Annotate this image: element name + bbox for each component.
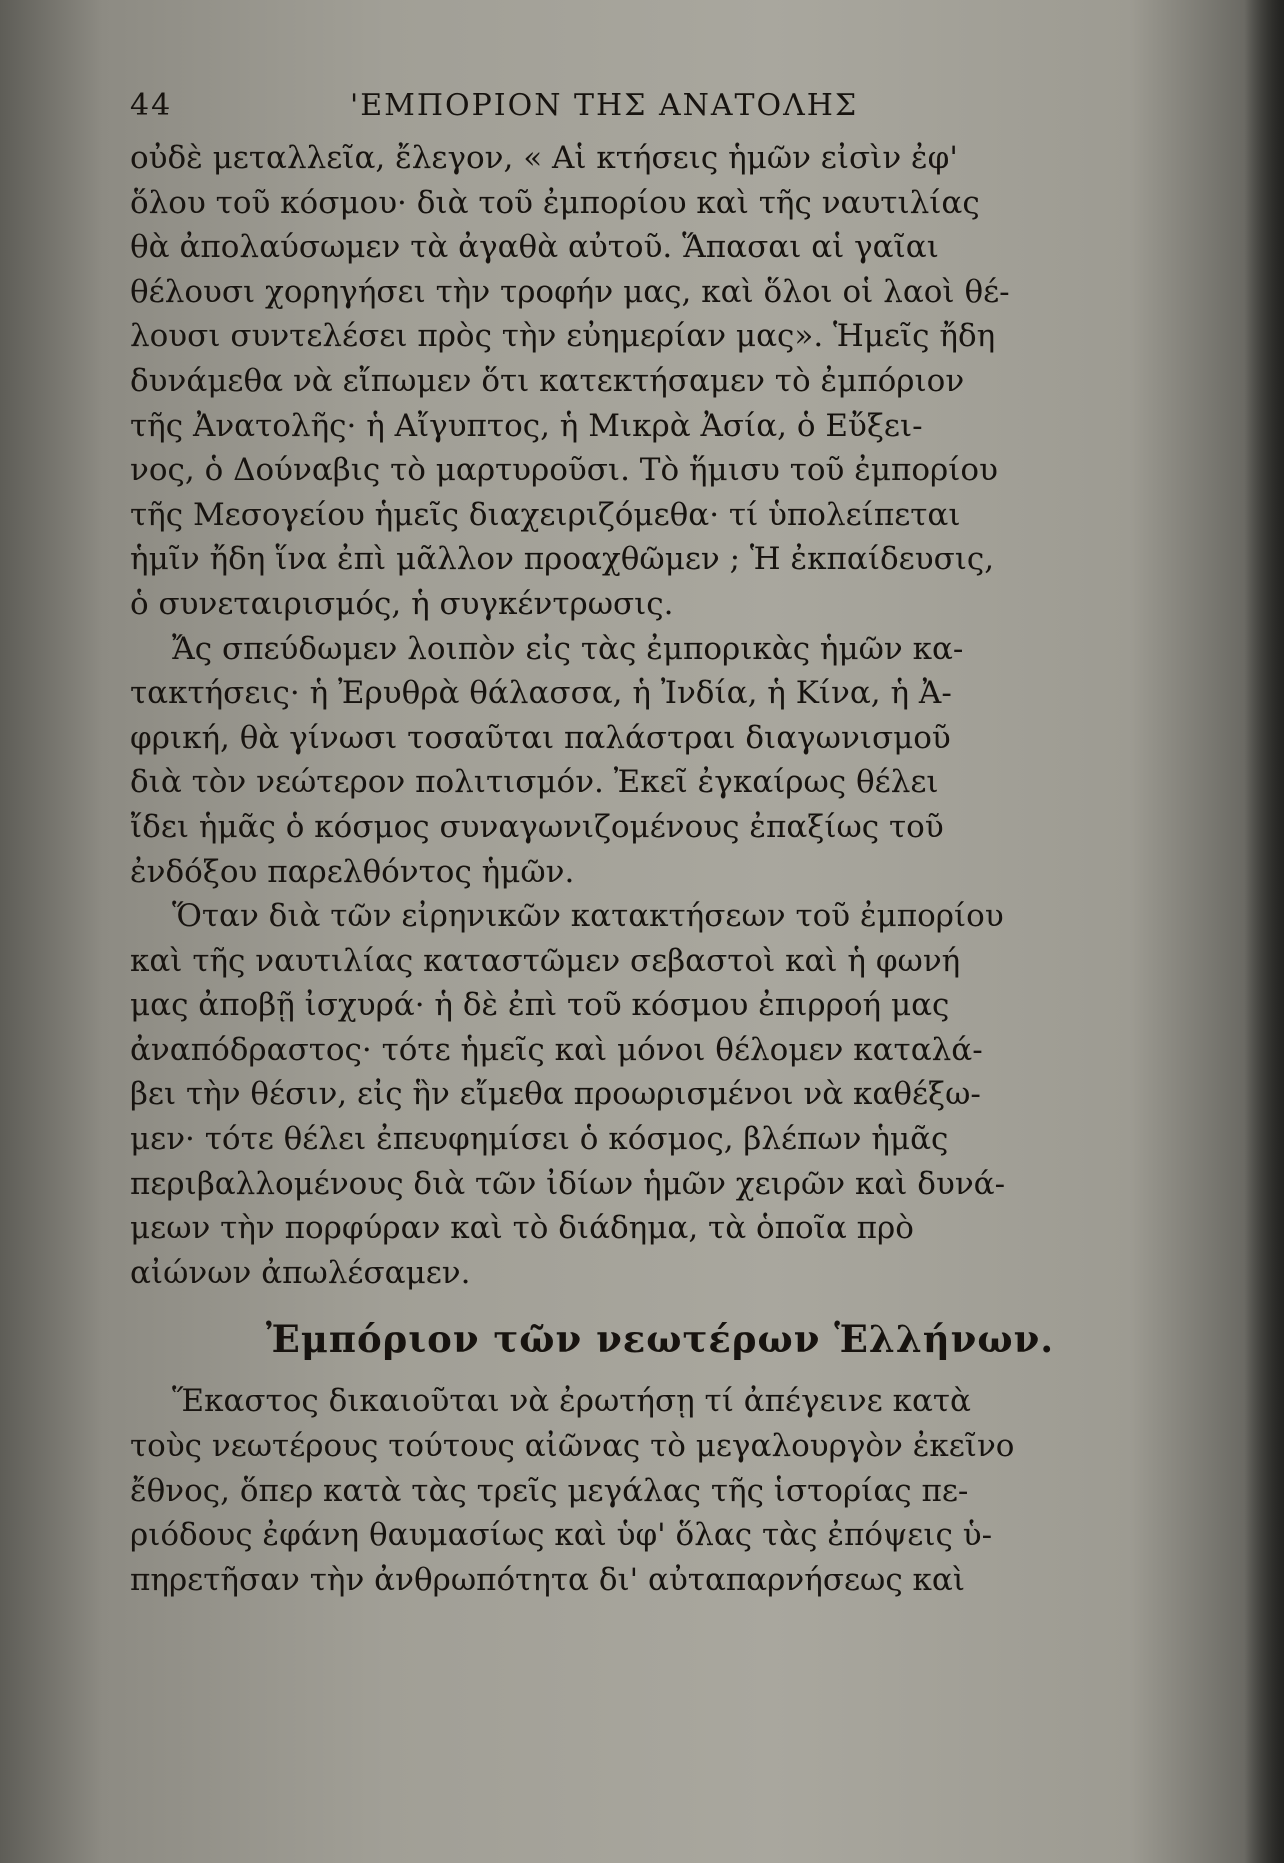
text-line: ἐνδόξου παρελθόντος ἡμῶν.	[130, 853, 575, 890]
running-head	[130, 88, 1190, 128]
paragraph-3	[130, 894, 1190, 1295]
text-line: νος, ὁ Δούναβις τὸ μαρτυροῦσι. Τὸ ἥμισυ τοῦ ἐμπορίου	[130, 452, 998, 489]
text-line: ἡμῖν ἤδη ἵνα ἐπὶ μᾶλλον προαχθῶμεν ; Ἡ ἐκπαίδευσις,	[130, 541, 995, 578]
text-line: ὁ συνεταιρισμός, ἡ συγκέντρωσις.	[130, 585, 674, 622]
paragraph-1	[130, 136, 1190, 627]
text-line: ἀναπόδραστος· τότε ἡμεῖς καὶ μόνοι θέλομεν καταλά-	[130, 1031, 983, 1068]
text-block	[130, 88, 1190, 1602]
text-line: Ἕκαστος δικαιοῦται νὰ ἐρωτήσῃ τί ἀπέγεινε κατὰ	[172, 1383, 971, 1420]
text-line: διὰ τὸν νεώτερον πολιτισμόν. Ἐκεῖ ἐγκαίρως θέλει	[130, 764, 939, 801]
page-edge-shadow	[1244, 0, 1284, 1863]
text-line: τακτήσεις· ἡ Ἐρυθρὰ θάλασσα, ἡ Ἰνδία, ἡ Κίνα, ἡ Ἀ-	[130, 675, 952, 712]
text-line: λουσι συντελέσει πρὸς τὴν εὐημερίαν μας». Ἡμεῖς ἤδη	[130, 318, 996, 355]
text-line: τῆς Ἀνατολῆς· ἡ Αἴγυπτος, ἡ Μικρὰ Ἀσία, ὁ Εὔξει-	[130, 407, 923, 444]
text-line: ἴδει ἡμᾶς ὁ κόσμος συναγωνιζομένους ἐπαξίως τοῦ	[130, 808, 944, 845]
text-line: καὶ τῆς ναυτιλίας καταστῶμεν σεβαστοὶ καὶ ἡ φωνή	[130, 942, 961, 979]
text-line: δυνάμεθα νὰ εἴπωμεν ὅτι κατεκτήσαμεν τὸ ἐμπόριον	[130, 362, 965, 399]
section-heading: Ἐμπόριον τῶν νεωτέρων Ἑλλήνων.	[265, 1317, 1055, 1362]
text-line: ἔθνος, ὅπερ κατὰ τὰς τρεῖς μεγάλας τῆς ἱστορίας πε-	[130, 1472, 969, 1509]
text-line: ριόδους ἐφάνη θαυμασίως καὶ ὑφ' ὅλας τὰς ἐπόψεις ὑ-	[130, 1517, 993, 1554]
text-line: οὐδὲ μεταλλεῖα, ἔλεγον, « Αἱ κτήσεις ἡμῶν εἰσὶν ἐφ'	[130, 140, 958, 176]
text-line: θέλουσι χορηγήσει τὴν τροφήν μας, καὶ ὅλοι οἱ λαοὶ θέ-	[130, 273, 1010, 310]
text-line: τῆς Μεσογείου ἡμεῖς διαχειριζόμεθα· τί ὑπολείπεται	[130, 496, 961, 533]
text-line: αἰώνων ἀπωλέσαμεν.	[130, 1254, 471, 1291]
text-line: βει τὴν θέσιν, εἰς ἣν εἴμεθα προωρισμένοι νὰ καθέξω-	[130, 1076, 981, 1113]
paragraph-2	[130, 627, 1190, 895]
paragraph-4	[130, 1379, 1190, 1602]
text-line: μεν· τότε θέλει ἐπευφημίσει ὁ κόσμος, βλέπων ἡμᾶς	[130, 1121, 949, 1158]
text-line: θὰ ἀπολαύσωμεν τὰ ἀγαθὰ αὐτοῦ. Ἅπασαι αἱ γαῖαι	[130, 229, 939, 266]
text-line: μεων τὴν πορφύραν καὶ τὸ διάδημα, τὰ ὁποῖα πρὸ	[130, 1210, 914, 1247]
text-line: Ἄς σπεύδωμεν λοιπὸν εἰς τὰς ἐμπορικὰς ἡμῶν κα-	[172, 630, 964, 667]
text-line: ὅλου τοῦ κόσμου· διὰ τοῦ ἐμπορίου καὶ τῆς ναυτιλίας	[130, 184, 980, 221]
page-number: 44	[130, 88, 173, 123]
text-line: Ὅταν διὰ τῶν εἰρηνικῶν κατακτήσεων τοῦ ἐμπορίου	[172, 898, 1004, 935]
running-title: 'ΕΜΠΟΡΙΟΝ ΤΗΣ ΑΝΑΤΟΛΗΣ	[350, 88, 859, 123]
text-line: περιβαλλομένους διὰ τῶν ἰδίων ἡμῶν χειρῶν καὶ δυνά-	[130, 1165, 1006, 1202]
text-line: φρική, θὰ γίνωσι τοσαῦται παλάστραι διαγωνισμοῦ	[130, 719, 951, 756]
text-line: πηρετῆσαν τὴν ἀνθρωπότητα δι' αὐταπαρνήσεως καὶ	[130, 1561, 966, 1598]
text-line: τοὺς νεωτέρους τούτους αἰῶνας τὸ μεγαλουργὸν ἐκεῖνο	[130, 1428, 1015, 1465]
text-line: μας ἀποβῇ ἰσχυρά· ἡ δὲ ἐπὶ τοῦ κόσμου ἐπιρροή μας	[130, 987, 950, 1024]
